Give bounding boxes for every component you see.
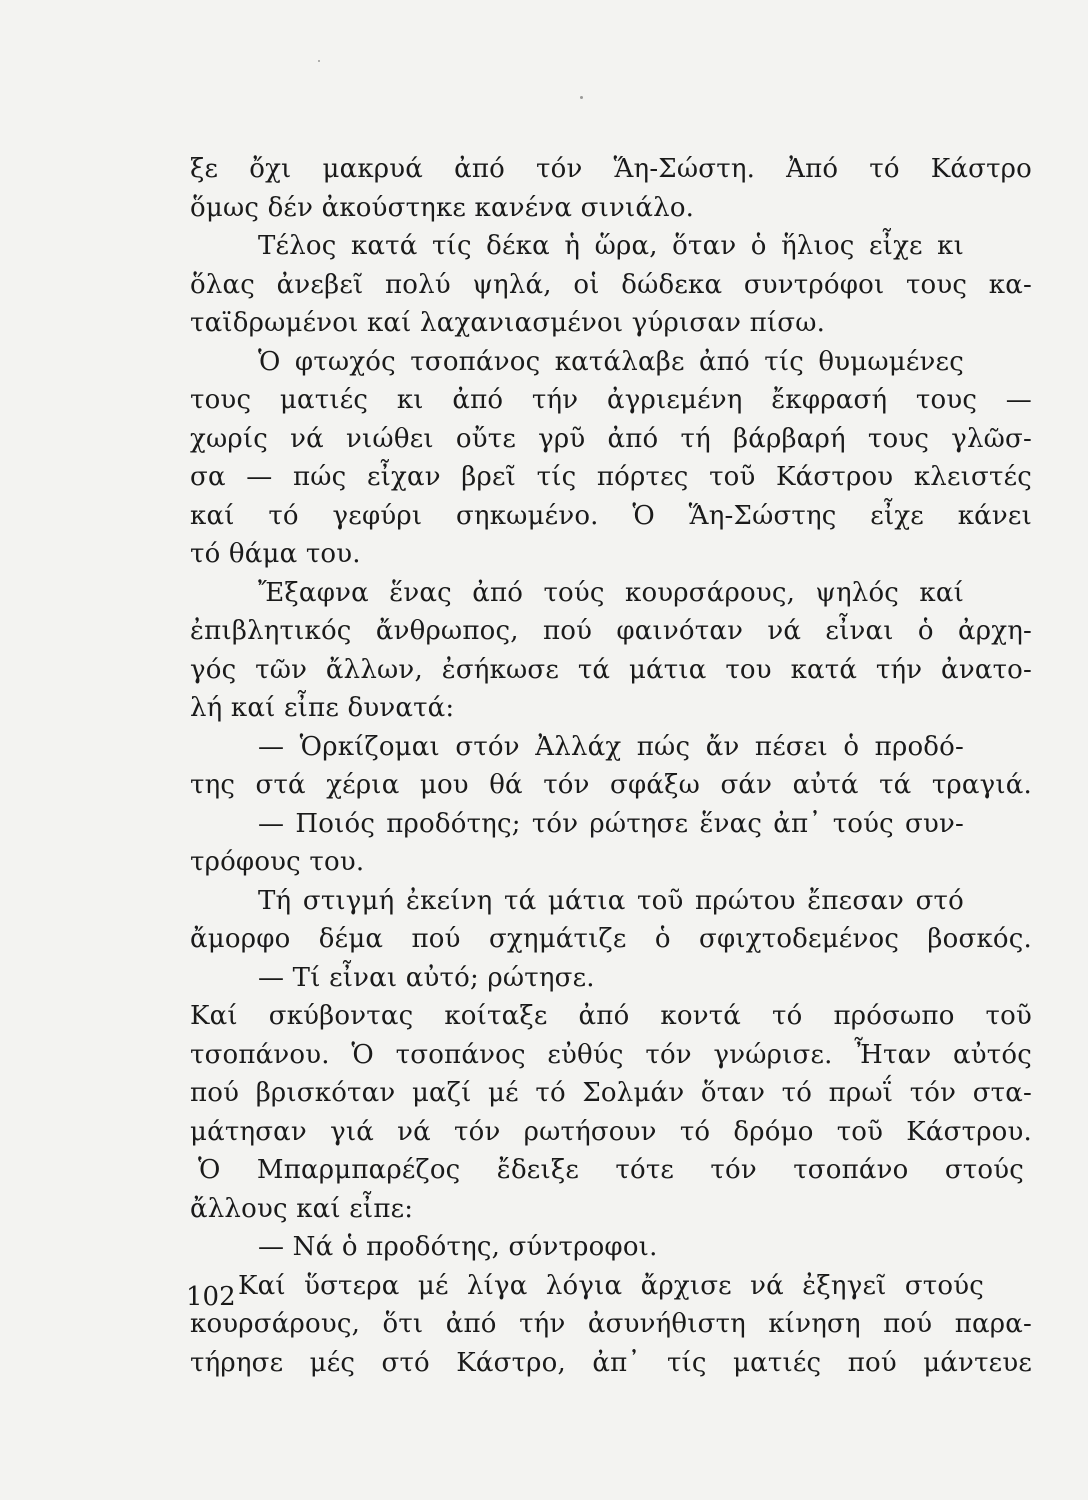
text-line: — Νά ὁ προδότης, σύντροφοι. bbox=[258, 1232, 658, 1262]
text-line: Ὁ φτωχός τσοπάνος κατάλαβε ἀπό τίς θυμωμένες bbox=[258, 346, 964, 377]
text-line: τσοπάνου. Ὁ τσοπάνος εὐθύς τόν γνώρισε. Ἦταν αὐτός bbox=[190, 1039, 1032, 1070]
text-line: — Τί εἶναι αὐτό; ρώτησε. bbox=[258, 962, 595, 993]
text-line: Τή στιγμή ἐκείνη τά μάτια τοῦ πρώτου ἔπεσαν στό bbox=[258, 885, 964, 916]
text-line: τρόφους του. bbox=[190, 847, 365, 877]
page-number: 102 bbox=[186, 1282, 236, 1312]
text-line: ὅμως δέν ἀκούστηκε κανένα σινιάλο. bbox=[190, 192, 695, 223]
text-line: χωρίς νά νιώθει οὔτε γρῦ ἀπό τή βάρβαρή τους γλῶσ- bbox=[190, 423, 1032, 454]
text-line: γός τῶν ἄλλων, ἐσήκωσε τά μάτια του κατά τήν ἀνατο- bbox=[190, 654, 1032, 685]
text-line: ξε ὄχι μακρυά ἀπό τόν Ἅη-Σώστη. Ἀπό τό Κάστρο bbox=[190, 154, 1032, 184]
text-line: Καί σκύβοντας κοίταξε ἀπό κοντά τό πρόσωπο τοῦ bbox=[190, 1001, 1032, 1031]
text-line: ἄμορφο δέμα πού σχημάτιζε ὁ σφιχτοδεμένος βοσκός. bbox=[190, 924, 1032, 954]
text-line: πού βρισκόταν μαζί μέ τό Σολμάν ὅταν τό πρωΐ τόν στα- bbox=[190, 1078, 1032, 1108]
text-line: ὅλας ἀνεβεῖ πολύ ψηλά, οἱ δώδεκα συντρόφοι τους κα- bbox=[190, 269, 1032, 300]
text-line: σα — πώς εἶχαν βρεῖ τίς πόρτες τοῦ Κάστρου κλειστές bbox=[190, 462, 1032, 492]
text-line: τήρησε μές στό Κάστρο, ἀπ᾽ τίς ματιές πού μάντευε bbox=[190, 1347, 1032, 1378]
text-line: ἐπιβλητικός ἄνθρωπος, πού φαινόταν νά εἶναι ὁ ἀρχη- bbox=[190, 616, 1032, 646]
paper-speck bbox=[580, 96, 583, 99]
text-line: — Ποιός προδότης; τόν ρώτησε ἕνας ἀπ᾽ τούς συν- bbox=[258, 808, 964, 839]
text-line: τους ματιές κι ἀπό τήν ἀγριεμένη ἔκφρασή τους — bbox=[190, 385, 1032, 415]
text-line: καί τό γεφύρι σηκωμένο. Ὁ Ἅη-Σώστης εἶχε κάνει bbox=[190, 500, 1032, 531]
text-line: — Ὁρκίζομαι στόν Ἀλλάχ πώς ἄν πέσει ὁ προδό- bbox=[258, 731, 964, 762]
text-line: Ὁ Μπαρμπαρέζος ἔδειξε τότε τόν τσοπάνο στούς bbox=[198, 1155, 1024, 1185]
text-line: κουρσάρους, ὅτι ἀπό τήν ἀσυνήθιστη κίνηση πού παρα- bbox=[190, 1309, 1032, 1339]
text-line: τό θάμα του. bbox=[190, 539, 361, 569]
text-line: της στά χέρια μου θά τόν σφάξω σάν αὐτά τά τραγιά. bbox=[190, 770, 1032, 800]
text-line: λή καί εἶπε δυνατά: bbox=[190, 693, 455, 723]
text-line: ἄλλους καί εἶπε: bbox=[190, 1193, 414, 1224]
text-line: Τέλος κατά τίς δέκα ἡ ὥρα, ὅταν ὁ ἥλιος εἶχε κι bbox=[258, 231, 964, 261]
text-line: ταϊδρωμένοι καί λαχανιασμένοι γύρισαν πίσω. bbox=[190, 308, 826, 338]
text-line: Καί ὕστερα μέ λίγα λόγια ἄρχισε νά ἐξηγεῖ στούς bbox=[238, 1270, 984, 1301]
text-line: μάτησαν γιά νά τόν ρωτήσουν τό δρόμο τοῦ Κάστρου. bbox=[190, 1116, 1032, 1147]
text-line: Ἔξαφνα ἕνας ἀπό τούς κουρσάρους, ψηλός καί bbox=[258, 577, 964, 608]
paper-speck bbox=[318, 60, 320, 62]
body-text bbox=[190, 150, 1032, 1382]
